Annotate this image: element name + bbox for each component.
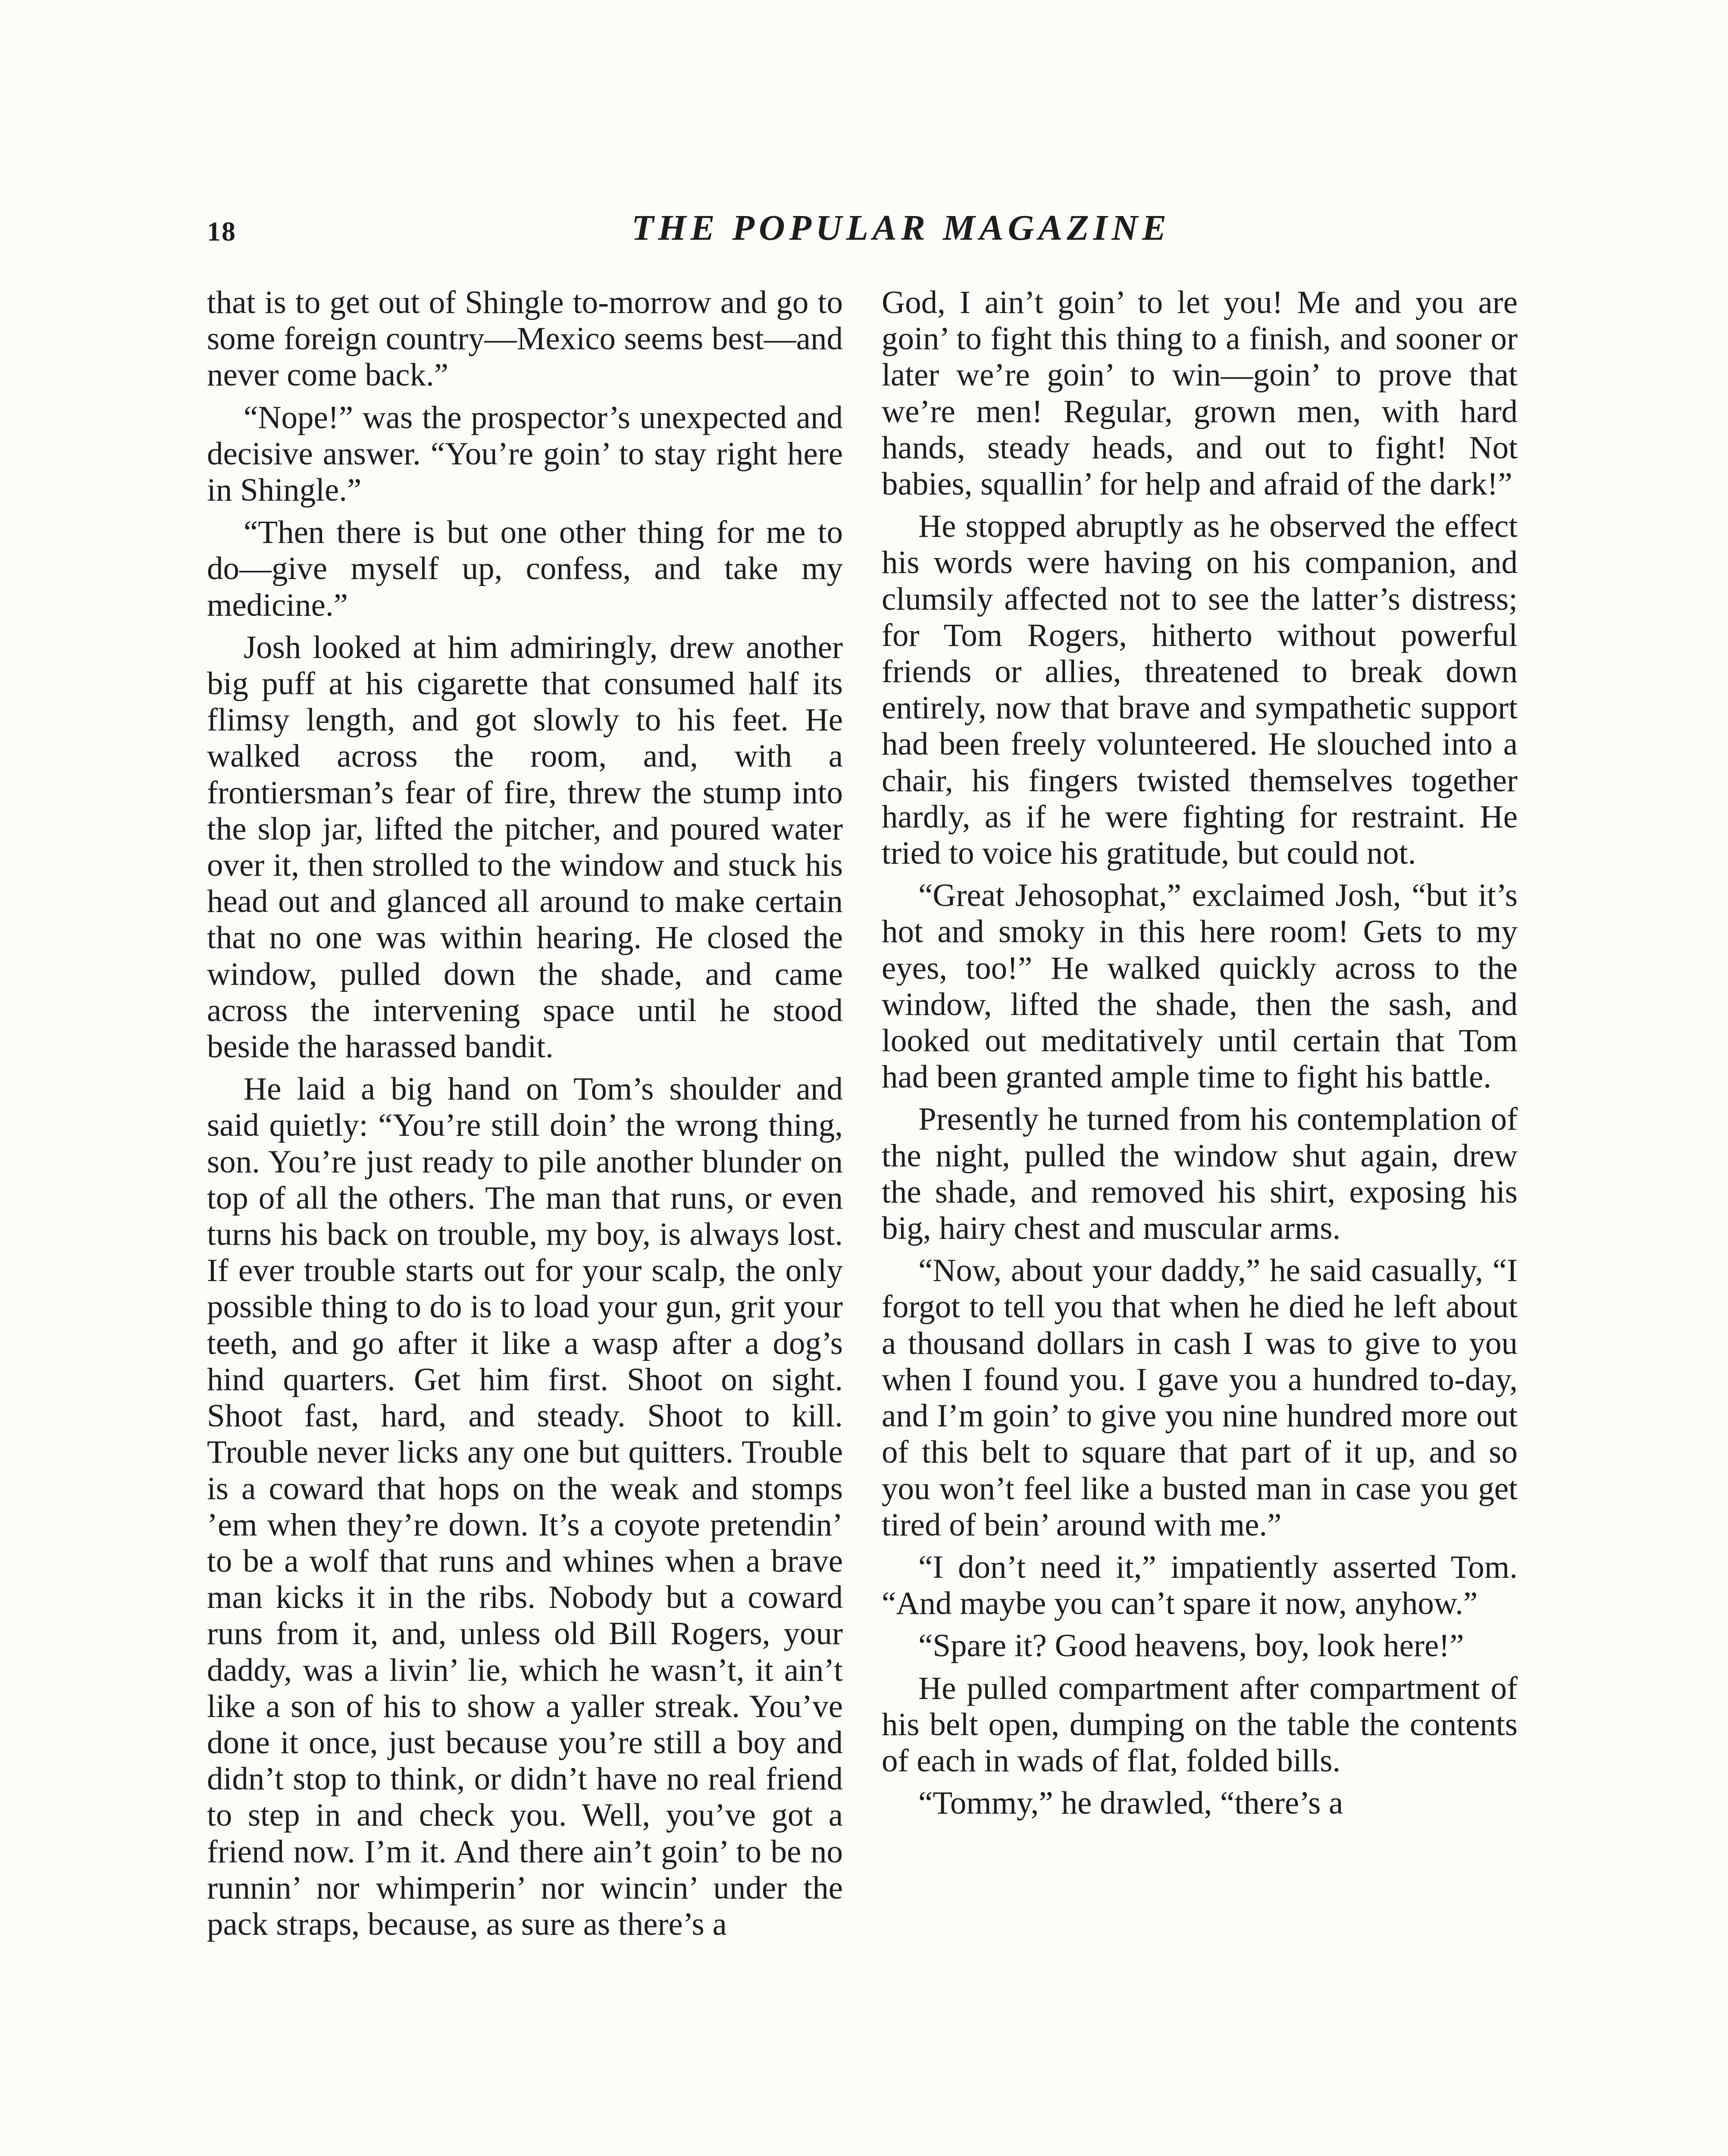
paragraph: He stopped abruptly as he observed the effect his words were having on his companion, and clumsily affected not to see the latter’s distress; for Tom Rogers, hitherto without powerful friends or allies, threatened to break down entirely, now that brave and sympathetic support had been freely volunteered. He slouched into a chair, his fingers twisted themselves together hardly, as if he were fighting for restraint. He tried to voice his gratitude, but could not. xyxy=(882,508,1518,871)
paragraph: “Now, about your daddy,” he said casually, “I forgot to tell you that when he died he left about a thousand dollars in cash I was to give to you when I found you. I gave you a hundred to-day, and I’m goin’ to give you nine hundred more out of this belt to square that part of it up, and so you won’t feel like a busted man in case you get tired of bein’ around with me.” xyxy=(882,1253,1518,1543)
paragraph: “Spare it? Good heavens, boy, look here!” xyxy=(918,1628,1464,1664)
paragraph: “Then there is but one other thing for me to do—give myself up, confess, and take my medicine.” xyxy=(207,514,843,623)
right-column xyxy=(882,285,1518,1821)
paragraph: Presently he turned from his contemplation of the night, pulled the window shut again, drew the shade, and removed his shirt, exposing his big, hairy chest and muscular arms. xyxy=(882,1101,1518,1247)
magazine-title: THE POPULAR MAGAZINE xyxy=(631,208,1171,248)
paragraph: “Nope!” was the prospector’s unexpected and decisive answer. “You’re goin’ to stay right here in Shingle.” xyxy=(207,399,843,508)
paragraph: “Tommy,” he drawled, “there’s a xyxy=(918,1785,1343,1821)
paragraph: He laid a big hand on Tom’s shoulder and said quietly: “You’re still doin’ the wrong thing, son. You’re just ready to pile another blunder on top of all the others. The man that runs, or even turns his back on trouble, my boy, is always lost. If ever trouble starts out for your scalp, the only possible thing to do is to load your gun, grit your teeth, and go after it like a wasp after a dog’s hind quarters. Get him first. Shoot on sight. Shoot fast, hard, and steady. Shoot to kill. Trouble never licks any one but quitters. Trouble is a coward that hops on the weak and stomps ’em when they’re down. It’s a coyote pretendin’ to be a wolf that runs and whines when a brave man kicks it in the ribs. Nobody but a coward runs from it, and, unless old Bill Rogers, your daddy, was a livin’ lie, which he wasn’t, it ain’t like a son of his to show a yaller streak. You’ve done it once, just because you’re still a boy and didn’t stop to think, or didn’t have no real friend to step in and check you. Well, you’ve got a friend now. I’m it. And there ain’t goin’ to be no runnin’ nor whimperin’ nor wincin’ under the pack straps, because, as sure as there’s a xyxy=(207,1071,843,1942)
paragraph: “Great Jehosophat,” exclaimed Josh, “but it’s hot and smoky in this here room! Gets to my eyes, too!” He walked quickly across to the window, lifted the shade, then the sash, and looked out meditatively until certain that Tom had been granted ample time to fight his battle. xyxy=(882,877,1518,1095)
left-column xyxy=(207,285,843,1943)
paragraph: He pulled compartment after compartment of his belt open, dumping on the table the contents of each in wads of flat, folded bills. xyxy=(882,1670,1518,1779)
paragraph: that is to get out of Shingle to-morrow and go to some foreign country—Mexico seems best—and never come back.” xyxy=(207,285,843,393)
paragraph: God, I ain’t goin’ to let you! Me and you are goin’ to fight this thing to a finish, and sooner or later we’re goin’ to win—goin’ to prove that we’re men! Regular, grown men, with hard hands, steady heads, and out to fight! Not babies, squallin’ for help and afraid of the dark!” xyxy=(882,285,1518,502)
paragraph: “I don’t need it,” impatiently asserted Tom. “And maybe you can’t spare it now, anyhow.” xyxy=(882,1549,1518,1622)
paragraph: Josh looked at him admiringly, drew another big puff at his cigarette that consumed half its flimsy length, and got slowly to his feet. He walked across the room, and, with a frontiersman’s fear of fire, threw the stump into the slop jar, lifted the pitcher, and poured water over it, then strolled to the window and stuck his head out and glanced all around to make certain that no one was within hearing. He closed the window, pulled down the shade, and came across the intervening space until he stood beside the harassed bandit. xyxy=(207,629,843,1065)
page-header xyxy=(207,203,1518,263)
page-number: 18 xyxy=(207,216,236,247)
